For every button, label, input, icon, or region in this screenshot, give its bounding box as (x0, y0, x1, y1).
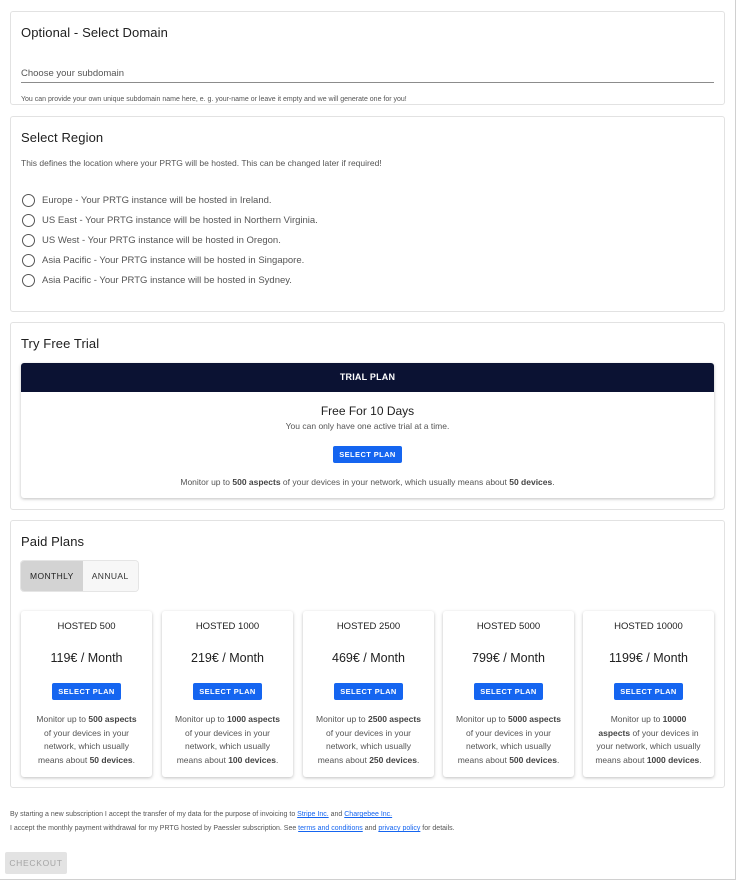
region-option-label: US West - Your PRTG instance will be hosted in Oregon. (42, 234, 281, 246)
footer-text: I accept the monthly payment withdrawal for my PRTG hosted by Paessler subscription. See (10, 825, 299, 832)
radio-icon[interactable] (22, 254, 35, 267)
plan-card-hosted-5000 (443, 611, 574, 777)
trial-description (21, 477, 714, 487)
trial-desc-devices: 50 devices (509, 477, 553, 487)
plan-description: Monitor up to 1000 aspects of your devices in your network, which usually means about 100 devices. (175, 714, 280, 765)
trial-desc-text: . (552, 477, 555, 487)
trial-plan-header: TRIAL PLAN (21, 363, 714, 392)
trial-heading: Free For 10 Days (320, 404, 415, 418)
plan-name: HOSTED 500 (57, 621, 116, 632)
region-option-us-east[interactable] (22, 212, 318, 228)
plan-card-hosted-1000 (162, 611, 293, 777)
plan-price: 1199€ / Month (609, 651, 688, 665)
domain-card (10, 11, 725, 105)
footer-text: and (328, 811, 345, 818)
region-option-europe[interactable] (22, 192, 272, 208)
plan-price: 799€ / Month (472, 651, 545, 665)
plan-card-hosted-500 (21, 611, 152, 777)
monthly-toggle-button[interactable]: MONTHLY (21, 561, 83, 591)
chargebee-link[interactable]: Chargebee Inc. (344, 811, 393, 818)
region-option-label: Asia Pacific - Your PRTG instance will be hosted in Singapore. (42, 254, 305, 266)
trial-desc-text: of your devices in your network, which usually means about (280, 477, 510, 487)
subdomain-input[interactable]: Choose your subdomain (21, 68, 124, 79)
trial-desc-text: Monitor up to (180, 477, 233, 487)
plan-name: HOSTED 1000 (195, 621, 260, 632)
radio-icon[interactable] (22, 274, 35, 287)
select-plan-button[interactable]: SELECT PLAN (52, 683, 121, 700)
plan-price: 469€ / Month (332, 651, 405, 665)
trial-desc-aspects: 500 aspects (232, 477, 281, 487)
plan-price: 119€ / Month (50, 651, 123, 665)
footer-line-1 (10, 811, 392, 818)
region-title: Select Region (21, 130, 104, 145)
select-plan-button[interactable]: SELECT PLAN (334, 683, 403, 700)
paid-plans-title: Paid Plans (21, 534, 85, 549)
region-option-singapore[interactable] (22, 252, 304, 268)
subdomain-helper: You can provide your own unique subdomain name here, e. g. your-name or leave it empty and we will generate one for you! (21, 96, 407, 103)
radio-icon[interactable] (22, 234, 35, 247)
footer-text: and (362, 825, 379, 832)
trial-subtext: You can only have one active trial at a time. (285, 421, 450, 431)
select-plan-button[interactable]: SELECT PLAN (614, 683, 683, 700)
checkout-button[interactable]: CHECKOUT (5, 852, 67, 874)
trial-plan-box (21, 363, 714, 498)
footer-line-2 (10, 825, 455, 832)
plan-card-hosted-10000 (583, 611, 714, 777)
plan-name: HOSTED 5000 (476, 621, 541, 632)
region-description: This defines the location where your PRTG will be hosted. This can be changed later if required! (21, 158, 382, 168)
annual-toggle-button[interactable]: ANNUAL (83, 561, 138, 591)
footer-text: for details. (420, 825, 455, 832)
plan-description: Monitor up to 5000 aspects of your devices in your network, which usually means about 500 devices. (456, 714, 561, 765)
terms-link[interactable]: terms and conditions (298, 825, 363, 832)
select-plan-button[interactable]: SELECT PLAN (193, 683, 262, 700)
plan-price: 219€ / Month (191, 651, 264, 665)
plan-description: Monitor up to 500 aspects of your devices in your network, which usually means about 50 devices. (36, 714, 137, 765)
paid-plans-card (10, 520, 725, 788)
plan-name: HOSTED 10000 (614, 621, 683, 632)
region-option-label: Asia Pacific - Your PRTG instance will be hosted in Sydney. (42, 274, 292, 286)
billing-period-toggle (21, 561, 138, 591)
select-plan-button[interactable]: SELECT PLAN (474, 683, 543, 700)
trial-card (10, 322, 725, 510)
region-option-label: US East - Your PRTG instance will be hosted in Northern Virginia. (42, 214, 318, 226)
footer-text: By starting a new subscription I accept the transfer of my data for the purpose of invoicing to (10, 811, 298, 818)
region-option-sydney[interactable] (22, 272, 292, 288)
domain-title: Optional - Select Domain (21, 25, 168, 40)
plan-name: HOSTED 2500 (336, 621, 401, 632)
privacy-link[interactable]: privacy policy (378, 825, 421, 832)
plan-description: Monitor up to 10000 aspects of your devices in your network, which usually means about 1000 devices. (595, 714, 702, 765)
radio-icon[interactable] (22, 194, 35, 207)
trial-title: Try Free Trial (21, 336, 100, 351)
stripe-link[interactable]: Stripe Inc. (297, 811, 329, 818)
region-card (10, 116, 725, 312)
subdomain-input-underline (21, 82, 714, 83)
radio-icon[interactable] (22, 214, 35, 227)
plan-card-hosted-2500 (303, 611, 434, 777)
region-option-label: Europe - Your PRTG instance will be hosted in Ireland. (42, 194, 272, 206)
plan-description: Monitor up to 2500 aspects of your devices in your network, which usually means about 250 devices. (316, 714, 421, 765)
trial-select-plan-button[interactable]: SELECT PLAN (333, 446, 402, 463)
region-option-us-west[interactable] (22, 232, 281, 248)
